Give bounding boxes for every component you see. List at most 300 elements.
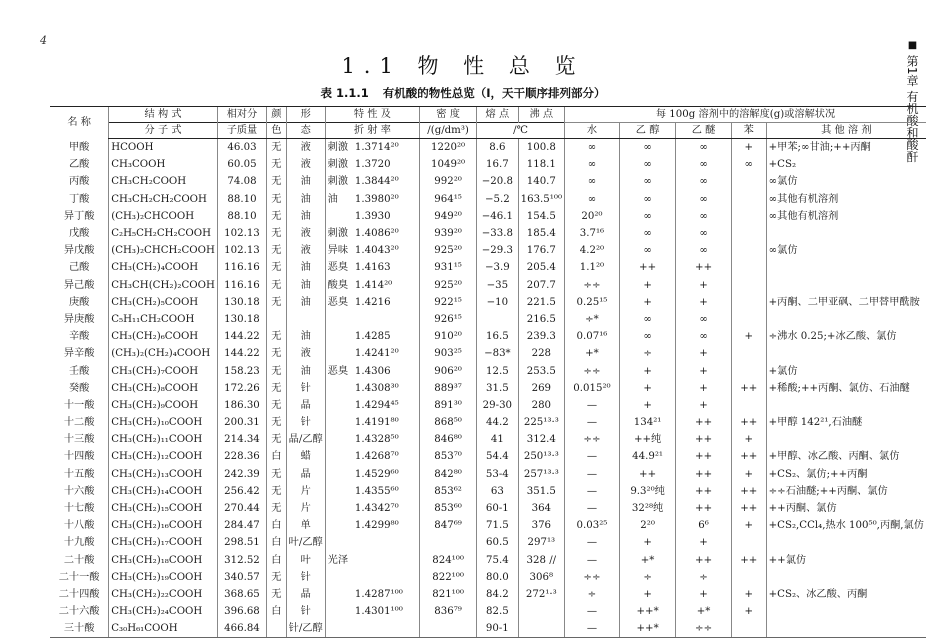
col-header-mp: 熔 点: [477, 107, 519, 123]
cell-refractive-index: 1.4268⁷⁰: [354, 451, 399, 463]
cell-refractive-index: 1.4306: [354, 365, 391, 377]
table-row: [50, 603, 926, 620]
cell-ethanol: ∞: [619, 191, 675, 208]
cell-other-solvents: ∞氯仿: [766, 242, 926, 259]
cell-formula: CH₃(CH₂)₁₄COOH: [109, 483, 218, 500]
cell-molar-mass: 130.18: [217, 294, 266, 311]
cell-water: ∞: [565, 139, 620, 157]
table-row: [50, 311, 926, 328]
cell-ether: +: [676, 397, 732, 414]
cell-mp: 16.5: [477, 328, 519, 345]
table-row: [50, 397, 926, 414]
cell-density: 822¹⁰⁰: [420, 569, 477, 586]
cell-other-solvents: [766, 603, 926, 620]
cell-state: 晶: [286, 586, 325, 603]
cell-ethanol: +: [619, 534, 675, 551]
cell-name: 异丁酸: [63, 210, 95, 222]
cell-density: 931¹⁵: [420, 259, 477, 276]
cell-bp: 154.5: [518, 208, 564, 225]
cell-molar-mass: 46.03: [217, 139, 266, 157]
cell-benzene: [731, 259, 766, 276]
cell-mp: 41: [477, 431, 519, 448]
cell-other-solvents: +CS₂,CCl₄,热水 100⁵⁰,丙酮,氯仿: [766, 517, 926, 534]
cell-density: 853⁷⁰: [420, 448, 477, 465]
col-header-properties: 特 性 及: [325, 107, 419, 123]
cell-water: 0.25¹⁵: [565, 294, 620, 311]
cell-name: 二十酸: [63, 554, 95, 566]
cell-state: 油: [286, 328, 325, 345]
cell-other-solvents: ∞氯仿: [766, 173, 926, 190]
cell-ether: ∞: [676, 156, 732, 173]
cell-formula: CH₃(CH₂)₁₆COOH: [109, 517, 218, 534]
cell-formula: (CH₃)₂CHCH₂COOH: [109, 242, 218, 259]
cell-color: 白: [267, 448, 287, 465]
cell-refractive-index: [353, 311, 420, 328]
col-header-state: 形: [286, 107, 325, 123]
cell-refractive-index: 1.4285: [354, 331, 391, 343]
cell-bp: 269: [518, 380, 564, 397]
cell-water: 3.7¹⁶: [565, 225, 620, 242]
cell-other-solvents: ++氯仿: [766, 552, 926, 569]
cell-color: 白: [267, 603, 287, 620]
table-row: [50, 139, 926, 157]
cell-color: 无: [267, 397, 287, 414]
cell-name: 十四酸: [63, 451, 95, 463]
cell-water: 1.1²⁰: [565, 259, 620, 276]
cell-feature: 异味: [325, 242, 353, 259]
cell-color: 白: [267, 517, 287, 534]
cell-density: 891³⁰: [420, 397, 477, 414]
cell-feature: [325, 517, 353, 534]
col-header-color-2: 色: [267, 123, 287, 139]
table-row: [50, 431, 926, 448]
cell-bp: 364: [518, 500, 564, 517]
cell-bp: 176.7: [518, 242, 564, 259]
cell-bp: 185.4: [518, 225, 564, 242]
cell-molar-mass: 270.44: [217, 500, 266, 517]
cell-molar-mass: 144.22: [217, 345, 266, 362]
cell-feature: 刺激: [325, 225, 353, 242]
cell-benzene: [731, 534, 766, 551]
cell-benzene: ++: [731, 500, 766, 517]
cell-water: ÷÷: [565, 277, 620, 294]
cell-feature: 刺激: [325, 156, 353, 173]
cell-refractive-index: 1.3720: [354, 159, 391, 171]
table-row: [50, 242, 926, 259]
cell-ethanol: 2²⁰: [619, 517, 675, 534]
cell-ethanol: 44.9²¹: [619, 448, 675, 465]
cell-formula: CH₃COOH: [109, 156, 218, 173]
cell-mp: 44.2: [477, 414, 519, 431]
cell-water: 0.07¹⁶: [565, 328, 620, 345]
cell-color: 无: [267, 173, 287, 190]
cell-water: —: [565, 414, 620, 431]
cell-ether: ∞: [676, 242, 732, 259]
cell-refractive-index: 1.4301¹⁰⁰: [354, 606, 403, 618]
cell-mp: 8.6: [477, 139, 519, 157]
cell-bp: 118.1: [518, 156, 564, 173]
cell-molar-mass: 340.57: [217, 569, 266, 586]
table-row: [50, 414, 926, 431]
cell-water: ÷÷: [565, 431, 620, 448]
cell-name: 十五酸: [63, 468, 95, 480]
cell-density: 853⁶²: [420, 483, 477, 500]
cell-bp: 253.5: [518, 362, 564, 379]
cell-color: 无: [267, 431, 287, 448]
cell-color: 无: [267, 294, 287, 311]
cell-mp: 80.0: [477, 569, 519, 586]
cell-benzene: ++: [731, 552, 766, 569]
cell-ethanol: ∞: [619, 156, 675, 173]
cell-bp: 221.5: [518, 294, 564, 311]
cell-refractive-index: 1.4287¹⁰⁰: [354, 588, 403, 600]
cell-feature: [325, 208, 353, 225]
cell-benzene: ++: [731, 380, 766, 397]
cell-feature: 恶臭: [325, 294, 353, 311]
cell-bp: 239.3: [518, 328, 564, 345]
cell-mp: −83*: [477, 345, 519, 362]
cell-state: 片: [286, 500, 325, 517]
cell-molar-mass: 130.18: [217, 311, 266, 328]
table-row: [50, 448, 926, 465]
cell-mp: 82.5: [477, 603, 519, 620]
cell-mp: 12.5: [477, 362, 519, 379]
cell-other-solvents: +甲醇、冰乙酸、丙酮、氯仿: [766, 448, 926, 465]
table-row: [50, 517, 926, 534]
cell-name: 异己酸: [63, 279, 95, 291]
cell-formula: C₃₀H₆₁COOH: [109, 620, 218, 638]
cell-ethanol: ∞: [619, 328, 675, 345]
cell-state: 针: [286, 603, 325, 620]
cell-color: 无: [267, 208, 287, 225]
cell-mp: 53-4: [477, 466, 519, 483]
cell-feature: [325, 431, 353, 448]
cell-ethanol: +: [619, 586, 675, 603]
cell-density: 903²⁵: [420, 345, 477, 362]
cell-bp: 100.8: [518, 139, 564, 157]
cell-benzene: ++: [731, 483, 766, 500]
cell-water: 20²⁰: [565, 208, 620, 225]
cell-mp: −29.3: [477, 242, 519, 259]
cell-ethanol: ++: [619, 259, 675, 276]
cell-other-solvents: +CS₂、氯仿;++丙酮: [766, 466, 926, 483]
cell-formula: CH₃(CH₂)₉COOH: [109, 397, 218, 414]
cell-ether: ÷÷: [676, 620, 732, 638]
cell-state: 晶: [286, 466, 325, 483]
cell-formula: CH₃(CH₂)₁₈COOH: [109, 552, 218, 569]
cell-other-solvents: [766, 259, 926, 276]
table-row: [50, 294, 926, 311]
cell-refractive-index: [353, 534, 420, 551]
cell-color: 无: [267, 242, 287, 259]
cell-name: 十一酸: [63, 399, 95, 411]
cell-refractive-index: 1.4191⁸⁰: [354, 417, 399, 429]
cell-feature: 光泽: [325, 552, 353, 569]
cell-formula: CH₃(CH₂)₂₂COOH: [109, 586, 218, 603]
cell-other-solvents: [766, 620, 926, 638]
cell-molar-mass: 228.36: [217, 448, 266, 465]
cell-density: 842⁸⁰: [420, 466, 477, 483]
cell-mp: 16.7: [477, 156, 519, 173]
cell-water: —: [565, 534, 620, 551]
cell-color: 无: [267, 414, 287, 431]
cell-mp: 63: [477, 483, 519, 500]
col-header-formula: 分 子 式: [109, 123, 218, 139]
cell-ether: ÷: [676, 569, 732, 586]
cell-density: 847⁶⁹: [420, 517, 477, 534]
cell-formula: CH₃(CH₂)₁₀COOH: [109, 414, 218, 431]
cell-density: 1049²⁰: [420, 156, 477, 173]
cell-bp: 250¹³·³: [518, 448, 564, 465]
cell-bp: 140.7: [518, 173, 564, 190]
cell-name: 乙酸: [68, 159, 90, 171]
cell-feature: [325, 414, 353, 431]
cell-mp: 84.2: [477, 586, 519, 603]
cell-name: 己酸: [68, 262, 90, 274]
cell-ethanol: ∞: [619, 225, 675, 242]
cell-color: 无: [267, 259, 287, 276]
table-row: [50, 345, 926, 362]
table-row: [50, 156, 926, 173]
cell-bp: 257¹³·³: [518, 466, 564, 483]
cell-benzene: [731, 191, 766, 208]
col-header-solubility: 每 100g 溶剂中的溶解度(g)或溶解状况: [565, 107, 926, 123]
cell-feature: [325, 397, 353, 414]
cell-benzene: [731, 569, 766, 586]
cell-ether: ++: [676, 259, 732, 276]
cell-refractive-index: 1.4355⁶⁰: [354, 485, 399, 497]
cell-ether: +: [676, 345, 732, 362]
cell-formula: CH₃(CH₂)₁₉COOH: [109, 569, 218, 586]
cell-other-solvents: +CS₂、冰乙酸、丙酮: [766, 586, 926, 603]
cell-ether: ++: [676, 466, 732, 483]
cell-color: 无: [267, 191, 287, 208]
cell-state: 针/乙醇: [286, 620, 325, 638]
cell-ethanol: +: [619, 362, 675, 379]
cell-other-solvents: ∞其他有机溶剂: [766, 191, 926, 208]
cell-state: 针: [286, 380, 325, 397]
cell-ether: +: [676, 586, 732, 603]
cell-density: [420, 620, 477, 638]
cell-water: —: [565, 620, 620, 638]
cell-mp: 90-1: [477, 620, 519, 638]
cell-state: 液: [286, 156, 325, 173]
cell-ether: ∞: [676, 225, 732, 242]
cell-formula: C₅H₁₁CH₂COOH: [109, 311, 218, 328]
cell-refractive-index: 1.4216: [354, 296, 391, 308]
cell-ether: ∞: [676, 173, 732, 190]
cell-formula: CH₃(CH₂)₂₄COOH: [109, 603, 218, 620]
cell-ethanol: ÷: [619, 569, 675, 586]
cell-ether: 6⁶: [676, 517, 732, 534]
cell-mp: −35: [477, 277, 519, 294]
cell-density: 846⁸⁰: [420, 431, 477, 448]
cell-ether: ∞: [676, 139, 732, 157]
cell-molar-mass: 102.13: [217, 225, 266, 242]
col-header-benzene: 苯: [731, 123, 766, 139]
cell-color: 无: [267, 139, 287, 157]
cell-state: 晶: [286, 397, 325, 414]
cell-density: 821¹⁰⁰: [420, 586, 477, 603]
cell-name: 丁酸: [68, 193, 90, 205]
cell-bp: 228: [518, 345, 564, 362]
col-header-color: 颜: [267, 107, 287, 123]
table-row: [50, 259, 926, 276]
cell-ether: +: [676, 380, 732, 397]
cell-formula: CH₃(CH₂)₇COOH: [109, 362, 218, 379]
cell-color: 无: [267, 466, 287, 483]
cell-color: [267, 311, 287, 328]
cell-ether: +*: [676, 603, 732, 620]
cell-water: —: [565, 448, 620, 465]
cell-refractive-index: 1.4241²⁰: [354, 348, 399, 360]
cell-state: 油: [286, 173, 325, 190]
cell-formula: CH₃(CH₂)₄COOH: [109, 259, 218, 276]
cell-other-solvents: [766, 225, 926, 242]
cell-density: 868⁵⁰: [420, 414, 477, 431]
cell-formula: CH₃(CH₂)₁₅COOH: [109, 500, 218, 517]
cell-feature: [325, 534, 353, 551]
cell-benzene: [731, 345, 766, 362]
cell-molar-mass: 298.51: [217, 534, 266, 551]
table-subheader-row: [50, 123, 926, 139]
cell-ether: ++: [676, 414, 732, 431]
cell-ethanol: +: [619, 277, 675, 294]
cell-other-solvents: ++丙酮、氯仿: [766, 500, 926, 517]
table-row: [50, 569, 926, 586]
cell-ether: +: [676, 362, 732, 379]
cell-color: 无: [267, 362, 287, 379]
table-row: [50, 483, 926, 500]
cell-water: —: [565, 552, 620, 569]
cell-name: 十三酸: [63, 434, 95, 446]
cell-water: ÷: [565, 586, 620, 603]
cell-feature: [325, 328, 353, 345]
cell-benzene: +: [731, 603, 766, 620]
cell-molar-mass: 466.84: [217, 620, 266, 638]
cell-molar-mass: 256.42: [217, 483, 266, 500]
col-header-structure: 结 构 式: [109, 107, 218, 123]
cell-molar-mass: 284.47: [217, 517, 266, 534]
cell-water: ÷*: [565, 311, 620, 328]
cell-formula: CH₃(CH₂)₁₇COOH: [109, 534, 218, 551]
cell-molar-mass: 88.10: [217, 191, 266, 208]
cell-formula: CH₃(CH₂)₅COOH: [109, 294, 218, 311]
cell-name: 十八酸: [63, 520, 95, 532]
col-header-refractive-index: 折 射 率: [325, 123, 419, 139]
cell-benzene: ++: [731, 448, 766, 465]
cell-state: 油: [286, 277, 325, 294]
cell-feature: [325, 603, 353, 620]
cell-molar-mass: 88.10: [217, 208, 266, 225]
cell-other-solvents: +氯仿: [766, 362, 926, 379]
col-header-molar-mass-2: 子质量: [217, 123, 266, 139]
table-row: [50, 380, 926, 397]
cell-bp: 216.5: [518, 311, 564, 328]
col-header-ether: 乙 醚: [676, 123, 732, 139]
col-header-state-2: 态: [286, 123, 325, 139]
cell-state: 油: [286, 259, 325, 276]
cell-benzene: +: [731, 586, 766, 603]
cell-benzene: [731, 242, 766, 259]
cell-state: 液: [286, 225, 325, 242]
col-header-water: 水: [565, 123, 620, 139]
cell-molar-mass: 60.05: [217, 156, 266, 173]
cell-name: 十六酸: [63, 485, 95, 497]
cell-ethanol: ++*: [619, 620, 675, 638]
cell-mp: 60.5: [477, 534, 519, 551]
cell-feature: [325, 569, 353, 586]
cell-mp: 71.5: [477, 517, 519, 534]
cell-ethanol: ÷: [619, 345, 675, 362]
cell-refractive-index: 1.4299⁸⁰: [354, 520, 399, 532]
cell-color: 无: [267, 225, 287, 242]
cell-density: 1220²⁰: [420, 139, 477, 157]
cell-feature: 油: [325, 191, 353, 208]
cell-name: 丙酸: [68, 176, 90, 188]
cell-refractive-index: 1.3980²⁰: [354, 193, 399, 205]
cell-feature: [325, 500, 353, 517]
col-header-bp: 沸 点: [518, 107, 564, 123]
cell-benzene: [731, 225, 766, 242]
cell-density: 906²⁰: [420, 362, 477, 379]
cell-feature: [325, 620, 353, 638]
cell-color: 无: [267, 500, 287, 517]
cell-other-solvents: +稀酸;++丙酮、氯仿、石油醚: [766, 380, 926, 397]
cell-water: —: [565, 500, 620, 517]
cell-benzene: [731, 362, 766, 379]
cell-state: 片: [286, 483, 325, 500]
cell-other-solvents: ÷沸水 0.25;+冰乙酸、氯仿: [766, 328, 926, 345]
cell-feature: [325, 380, 353, 397]
cell-ethanol: +: [619, 294, 675, 311]
cell-benzene: +: [731, 431, 766, 448]
cell-ether: ∞: [676, 328, 732, 345]
cell-refractive-index: [353, 620, 420, 638]
cell-water: ∞: [565, 173, 620, 190]
cell-bp: 163.5¹⁰⁰: [518, 191, 564, 208]
col-header-temp-unit: /℃: [477, 123, 565, 139]
cell-molar-mass: 186.30: [217, 397, 266, 414]
cell-feature: [325, 345, 353, 362]
cell-molar-mass: 200.31: [217, 414, 266, 431]
cell-refractive-index: 1.3714²⁰: [354, 142, 399, 154]
cell-molar-mass: 242.39: [217, 466, 266, 483]
cell-feature: [325, 466, 353, 483]
cell-density: 939²⁰: [420, 225, 477, 242]
cell-state: 晶/乙醇: [286, 431, 325, 448]
cell-water: ∞: [565, 191, 620, 208]
cell-refractive-index: 1.4294⁴⁵: [354, 399, 399, 411]
cell-name: 癸酸: [68, 382, 90, 394]
cell-water: —: [565, 397, 620, 414]
cell-formula: (CH₃)₂CHCOOH: [109, 208, 218, 225]
cell-name: 甲酸: [68, 141, 90, 153]
table-row: [50, 277, 926, 294]
cell-other-solvents: [766, 569, 926, 586]
organic-acid-properties-table: [50, 106, 926, 638]
cell-refractive-index: 1.4529⁶⁰: [354, 468, 399, 480]
cell-mp: −5.2: [477, 191, 519, 208]
cell-formula: HCOOH: [109, 139, 218, 157]
cell-other-solvents: ∞其他有机溶剂: [766, 208, 926, 225]
cell-molar-mass: 396.68: [217, 603, 266, 620]
cell-water: 0.015²⁰: [565, 380, 620, 397]
cell-refractive-index: 1.4308³⁰: [354, 382, 399, 394]
cell-ethanol: ∞: [619, 139, 675, 157]
cell-ether: +: [676, 534, 732, 551]
cell-mp: −46.1: [477, 208, 519, 225]
